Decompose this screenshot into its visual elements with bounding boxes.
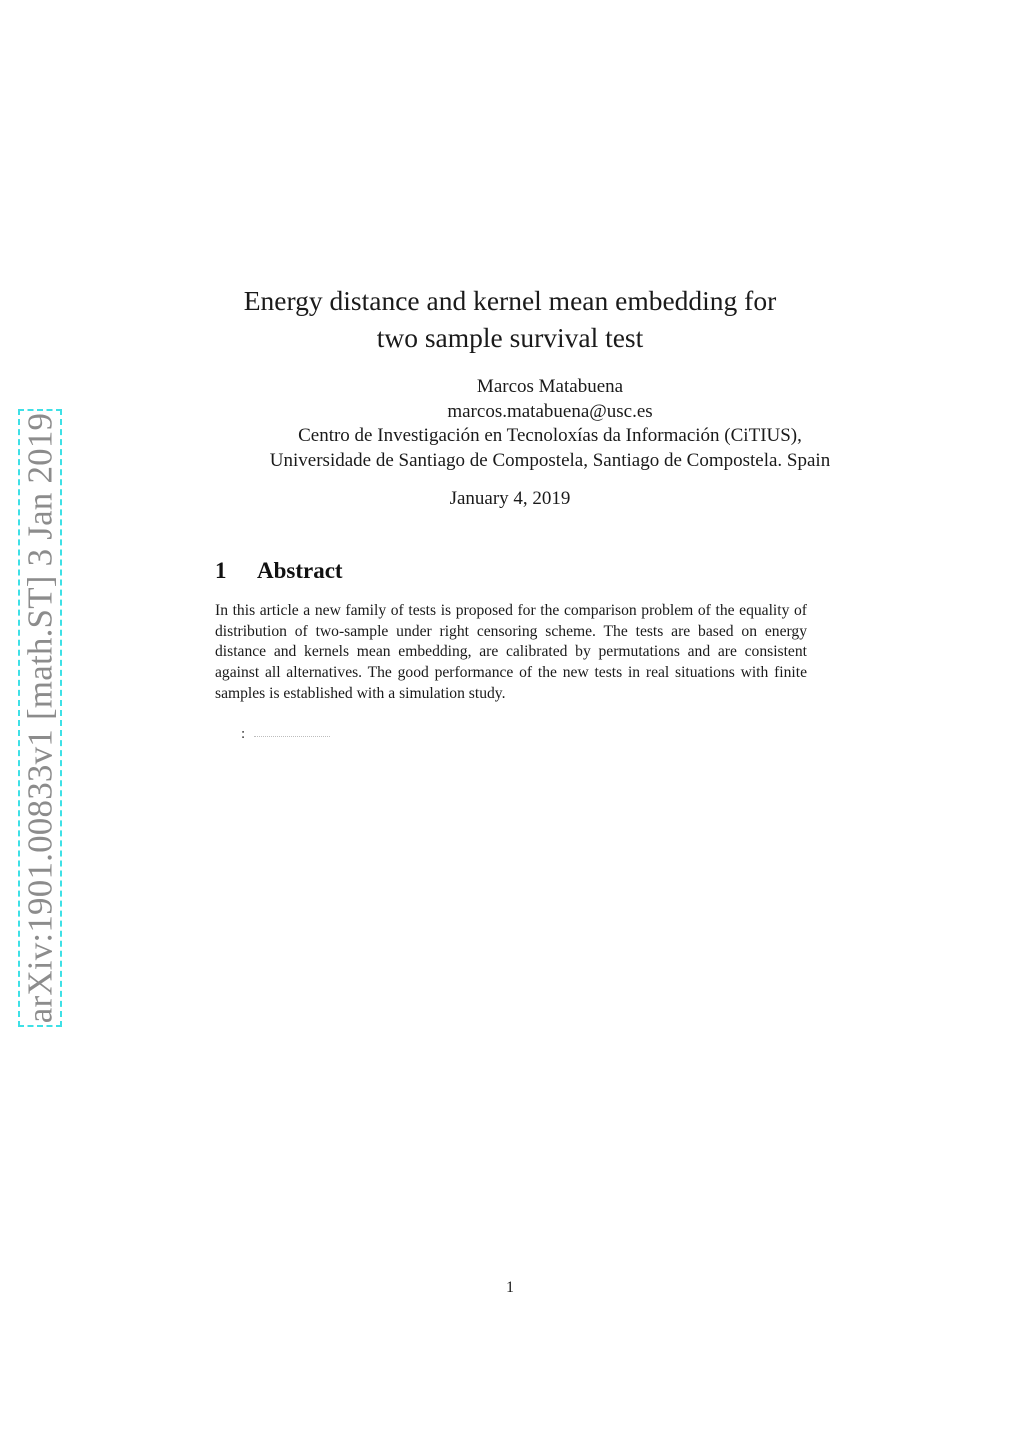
author-email: marcos.matabuena@usc.es (447, 400, 653, 422)
keywords-placeholder-line (254, 736, 330, 737)
section-title: Abstract (257, 558, 343, 583)
page-number: 1 (506, 1279, 514, 1296)
section-heading (215, 558, 343, 584)
author-block (190, 375, 910, 473)
title-line-2: two sample survival test (376, 322, 644, 353)
abstract-text: In this article a new family of tests is proposed for the comparison problem of the equality of distribution of two-sample under right censoring scheme. The tests are based on energy distance and kernels mean embedding, are calibrated by permutations and are consistent against all alternatives. The good performance of the new tests in real situations with finite samples is established with a simulation study. (215, 602, 807, 702)
author-name: Marcos Matabuena (476, 376, 624, 397)
author-affiliation-2: Universidade de Santiago de Compostela, Santiago de Compostela. Spain (269, 449, 831, 471)
arxiv-stamp (18, 409, 62, 1027)
arxiv-identifier: arXiv:1901.00833v1 [math.ST] 3 Jan 2019 (20, 412, 60, 1024)
author-affiliation-1: Centro de Investigación en Tecnoloxías da Información (CiTIUS), (298, 425, 802, 446)
keywords-marker: : (241, 726, 246, 742)
paper-date: January 4, 2019 (449, 488, 571, 509)
title-line-1: Energy distance and kernel mean embedding for (243, 285, 777, 316)
section-number: 1 (215, 558, 227, 583)
paper-title (160, 282, 860, 356)
